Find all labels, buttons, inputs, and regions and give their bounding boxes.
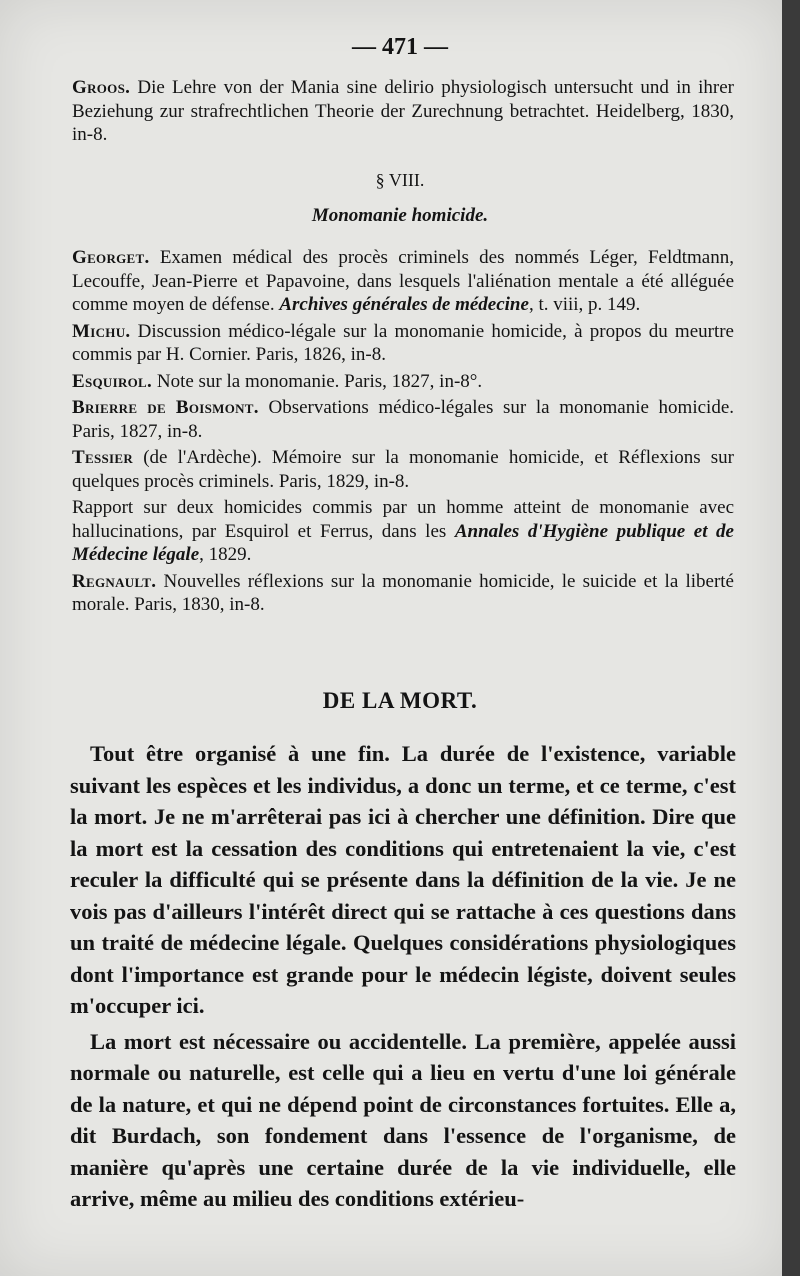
reference-author: Michu. bbox=[72, 320, 131, 342]
reference-item bbox=[72, 320, 734, 367]
reference-author: Brierre de Boismont. bbox=[72, 397, 259, 418]
reference-author: Georget. bbox=[72, 247, 150, 268]
reference-journal: Annales d'Hygiène publique et de Médecine légale bbox=[72, 520, 734, 565]
reference-journal: Archives générales de médecine bbox=[279, 294, 529, 315]
reference-author: Groos. bbox=[72, 77, 131, 98]
reference-citation: , 1829. bbox=[199, 544, 252, 565]
section-title: Monomanie homicide. bbox=[311, 205, 489, 226]
reference-item bbox=[72, 496, 734, 567]
reference-text: Nouvelles réflexions sur la monomanie homicide, le suicide et la liberté morale. Paris, 1830, in-8. bbox=[72, 570, 734, 615]
paragraph: Tout être organisé à une fin. La durée de l'existence, variable suivant les espèces et les individus, a donc un terme, et ce terme, c'est la mort. Je ne m'arrêterai pas ici à chercher une définition. Dire que la mort est la cessation des conditions qui entretenaient la vie, c'est reculer la difficulté qui se présente dans la définition de la vie. Je ne vois pas d'ailleurs l'intérêt direct qui se rattache à ces questions dans un traité de médecine légale. Quelques considérations physiologiques dont l'importance est grande pour le médecin légiste, doivent seules m'occuper ici. bbox=[70, 741, 736, 1018]
reference-citation: , t. viii, p. 149. bbox=[528, 294, 641, 315]
reference-text: Rapport sur deux homicides commis par un homme atteint de monomanie avec hallucinations, par Esquirol et Ferrus, dans les bbox=[72, 497, 734, 542]
section-number: § VIII. bbox=[375, 170, 425, 190]
reference-author: Esquirol. bbox=[72, 370, 153, 392]
reference-text: Note sur la monomanie. Paris, 1827, in-8°. bbox=[152, 370, 483, 392]
reference-list bbox=[72, 246, 734, 620]
reference-groos bbox=[72, 76, 734, 150]
body-text bbox=[70, 738, 736, 1215]
reference-text: Observations médico-légales sur la monomanie homicide. Paris, 1827, in-8. bbox=[72, 397, 735, 442]
reference-text: Die Lehre von der Mania sine delirio physiologisch untersucht und in ihrer Beziehung zur strafrechtlichen Theorie der Zurechnung betrachtet. Heidelberg, 1830, in-8. bbox=[72, 77, 734, 145]
reference-author: Regnault. bbox=[72, 570, 157, 592]
reference-item bbox=[72, 446, 734, 493]
reference-text: (de l'Ardèche). Mémoire sur la monomanie homicide, et Réflexions sur quelques procès criminels. Paris, 1829, in-8. bbox=[72, 447, 734, 492]
reference-text: Discussion médico-légale sur la monomanie homicide, à propos du meurtre commis par H. Cornier. Paris, 1826, in-8. bbox=[72, 320, 734, 365]
reference-text: Examen médical des procès criminels des nommés Léger, Feldtmann, Lecouffe, Jean-Pierre et Papavoine, dans lesquels l'aliénation mentale a été alléguée comme moyen de défense. bbox=[72, 247, 734, 315]
paragraph: La mort est nécessaire ou accidentelle. La première, appelée aussi normale ou naturelle, est celle qui a lieu en vertu d'une loi générale de la nature, et qui ne dépend point de circonstances fortuites. Elle a, dit Burdach, son fondement dans l'essence de l'organisme, de manière qu'après une certaine durée de la vie individuelle, elle arrive, même au milieu des conditions extérieu- bbox=[70, 1028, 736, 1211]
reference-item bbox=[72, 396, 734, 443]
chapter-title: DE LA MORT. bbox=[322, 688, 478, 713]
reference-item bbox=[72, 570, 734, 617]
page-number: — 471 — bbox=[352, 34, 448, 60]
reference-item bbox=[72, 370, 734, 394]
page-edge bbox=[782, 0, 800, 1276]
reference-item bbox=[72, 246, 734, 317]
reference-author: Tessier bbox=[72, 447, 134, 468]
